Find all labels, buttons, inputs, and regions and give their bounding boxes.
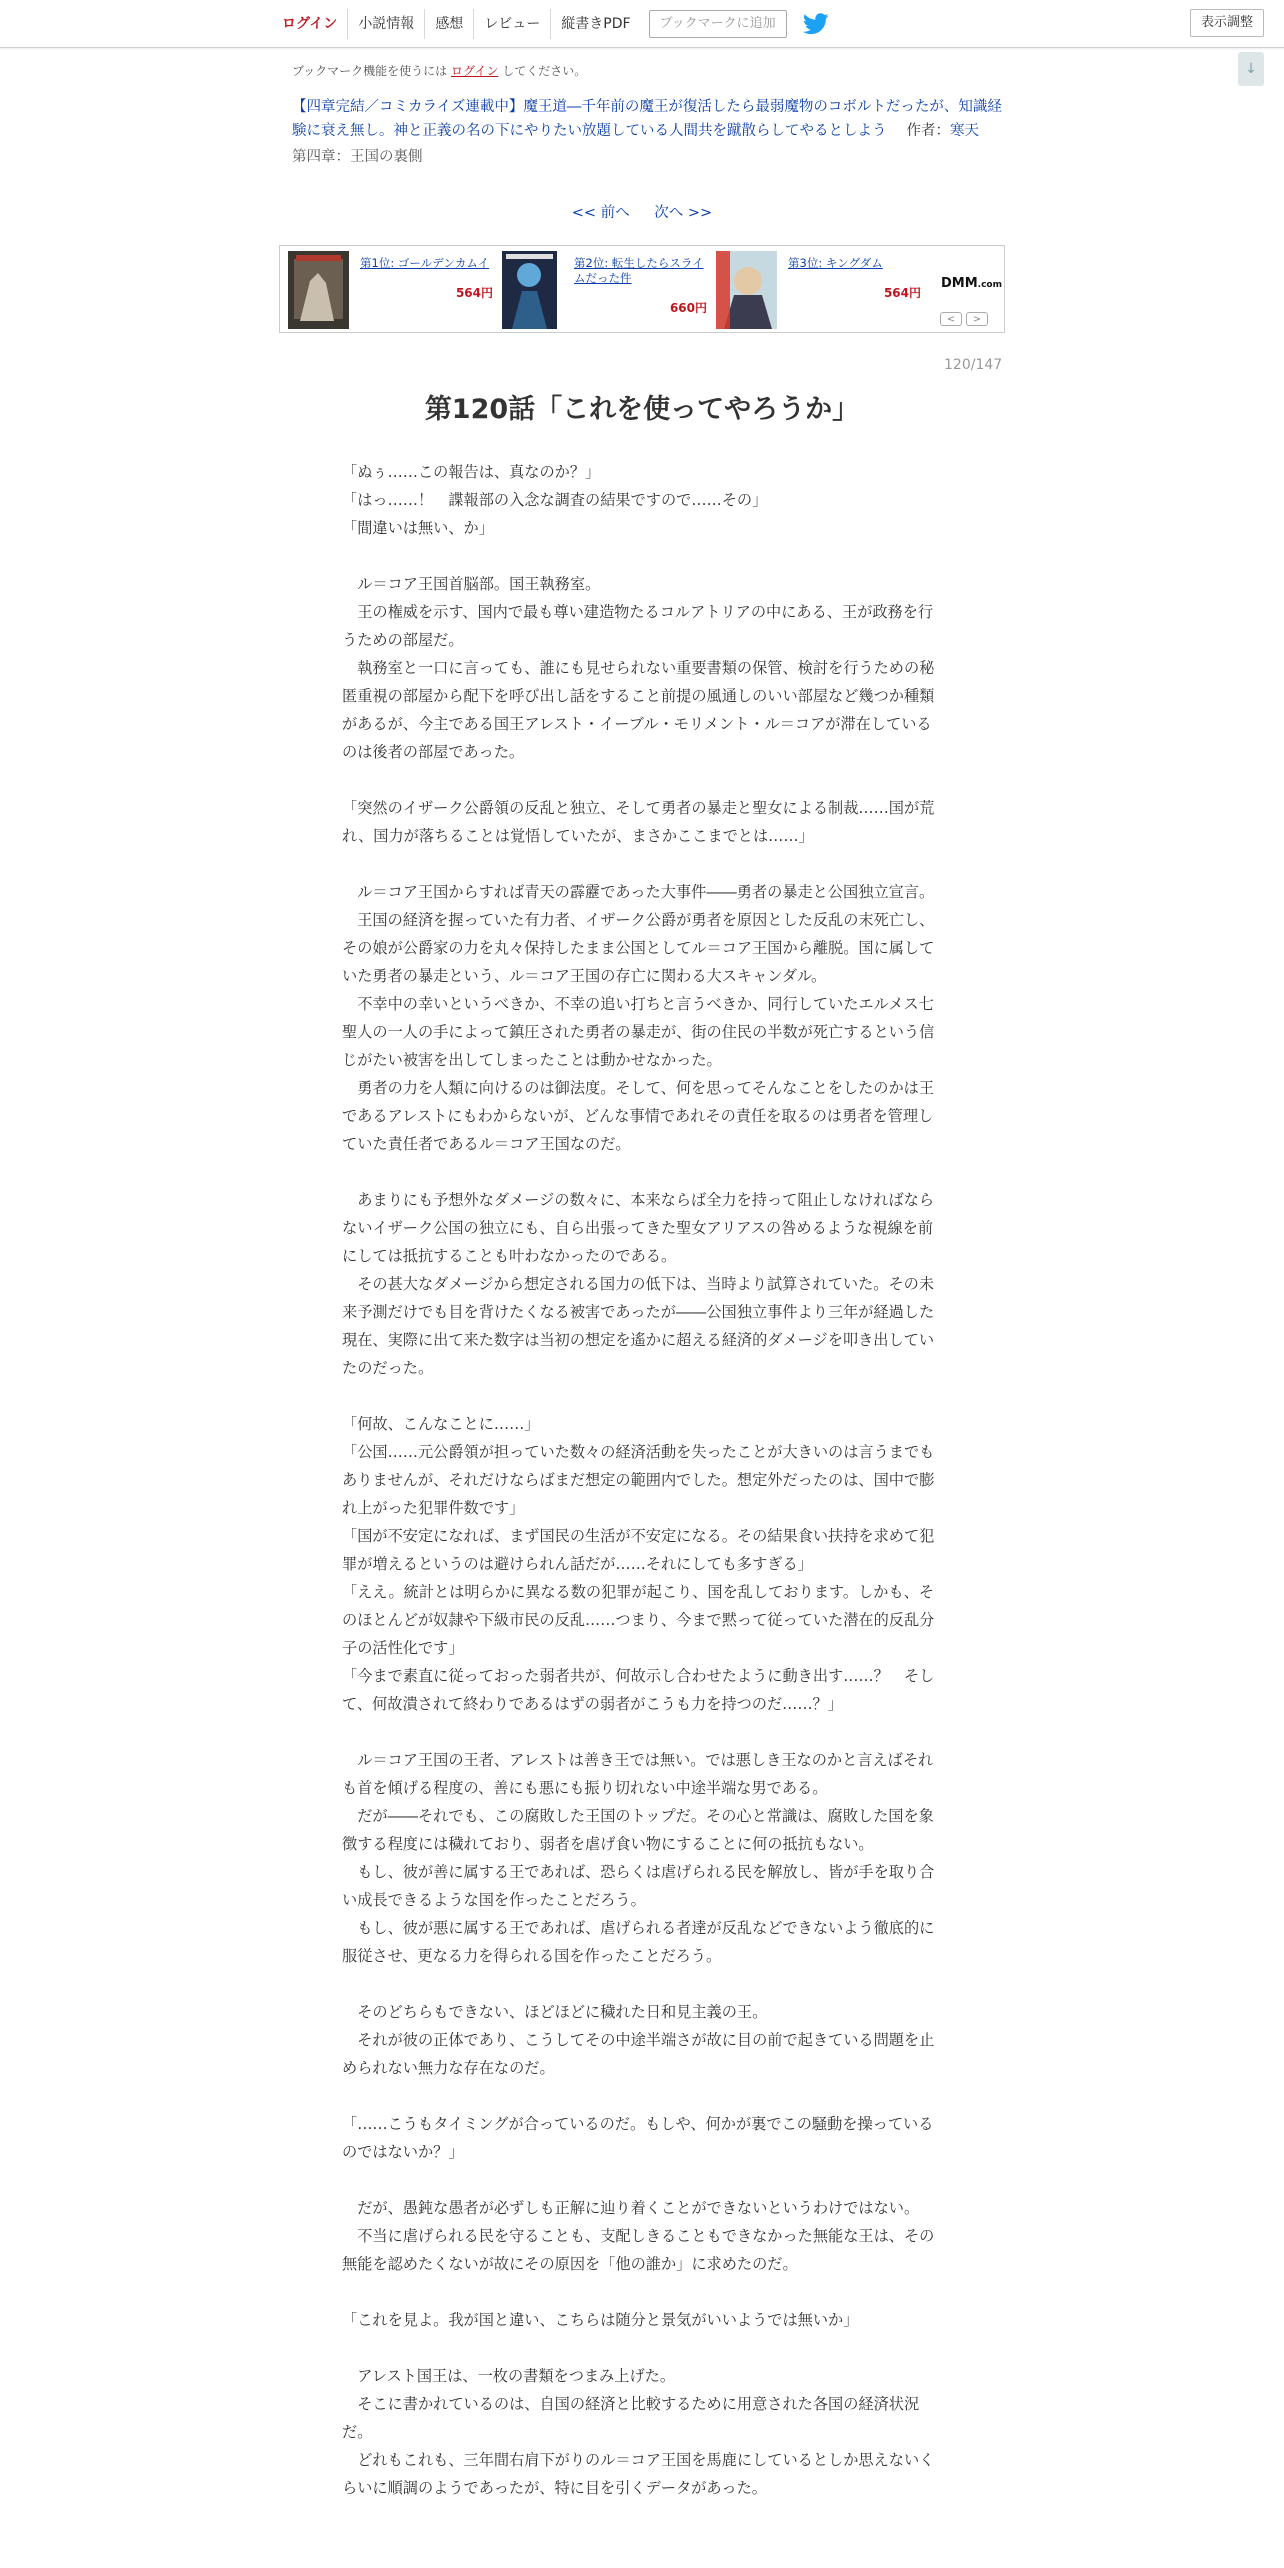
ranking-item[interactable]	[502, 251, 712, 329]
chapter-label: 第四章：王国の裏側	[292, 149, 423, 165]
author-link[interactable]: 寒天	[950, 123, 979, 139]
body-paragraph: 執務室と一口に言っても、誰にも見せられない重要書類の保管、検討を行うための秘匿重視の部屋から配下を呼び出し話をすること前提の風通しのいい部屋など幾つか種類があるが、今主である国王アレスト・イーブル・モリメント・ル＝コアが滞在しているのは後者の部屋であった。	[342, 659, 935, 761]
book-cover-image[interactable]	[288, 251, 349, 329]
display-settings-button[interactable]: 表示調整	[1190, 9, 1264, 37]
review-link[interactable]: レビュー	[473, 9, 550, 39]
notice-login-link[interactable]: ログイン	[450, 64, 499, 78]
body-paragraph: 「これを見よ。我が国と違い、こちらは随分と景気がいいようでは無いか」	[342, 2311, 859, 2329]
body-paragraph	[342, 1718, 942, 1746]
twitter-bird-icon[interactable]	[803, 13, 829, 35]
novel-info-link[interactable]: 小説情報	[347, 9, 424, 39]
scroll-down-button[interactable]: ↓	[1238, 52, 1264, 86]
body-paragraph: あまりにも予想外なダメージの数々に、本来ならば全力を持って阻止しなければならないイザーク公国の独立にも、自ら出張ってきた聖女アリアスの咎めるような視線を前にしては抵抗することも叶わなかったのである。	[342, 1191, 935, 1265]
body-paragraph: アレスト国王は、一枚の書類をつまみ上げた。	[342, 2367, 676, 2385]
body-paragraph: 「何故、こんなことに……」	[342, 1415, 540, 1433]
body-paragraph: 「公国……元公爵領が担っていた数々の経済活動を失ったことが大きいのは言うまでもありませんが、それだけならばまだ想定の範囲内でした。想定外だったのは、国中で膨れ上がった犯罪件数です」	[342, 1443, 935, 1517]
episode-counter: 120/147	[944, 357, 1003, 373]
body-paragraph	[342, 1382, 942, 1410]
next-episode-link[interactable]: 次へ >>	[654, 205, 713, 221]
series-title-link[interactable]: 【四章完結／コミカライズ連載中】魔王道―千年前の魔王が復活したら最弱魔物のコボルトだったが、知識経験に衰え無し。神と正義の名の下にやりたい放題している人間共を蹴散らしてやるとしよう	[292, 99, 1002, 139]
ranking-next-button[interactable]: >	[966, 312, 988, 326]
body-paragraph: どれもこれも、三年間右肩下がりのル＝コア王国を馬鹿にしているとしか思えないくらいに順調のようであったが、特に目を引くデータがあった。	[342, 2451, 935, 2497]
ranking-price: 660円	[669, 301, 707, 315]
body-paragraph	[342, 2278, 942, 2306]
series-title-block	[292, 95, 1002, 143]
body-paragraph: 「国が不安定になれば、まず国民の生活が不安定になる。その結果食い扶持を求めて犯罪が増えるというのは避けられん話だが……それにしても多すぎる」	[342, 1527, 935, 1573]
body-paragraph: 不幸中の幸いというべきか、不幸の追い打ちと言うべきか、同行していたエルメス七聖人の一人の手によって鎮圧された勇者の暴走が、街の住民の半数が死亡するという信じがたい被害を出してしまったことは動かせなかった。	[342, 995, 935, 1069]
body-paragraph: ル＝コア王国の王者、アレストは善き王では無い。では悪しき王なのかと言えばそれも首を傾げる程度の、善にも悪にも振り切れない中途半端な男である。	[342, 1751, 934, 1797]
body-paragraph: ル＝コア王国からすれば青天の霹靂であった大事件――勇者の暴走と公国独立宣言。	[342, 883, 935, 901]
episode-title: 第120話「これを使ってやろうか」	[424, 394, 860, 425]
body-paragraph	[342, 542, 942, 570]
ranking-title-link[interactable]: 第1位: ゴールデンカムイ	[360, 256, 490, 270]
ranking-prev-button[interactable]: <	[940, 312, 962, 326]
body-paragraph: もし、彼が悪に属する王であれば、虐げられる者達が反乱などできないよう徹底的に服従させ、更なる力を得られる国を作ったことだろう。	[342, 1919, 935, 1965]
body-paragraph: 勇者の力を人類に向けるのは御法度。そして、何を思ってそんなことをしたのかは王であるアレストにもわからないが、どんな事情であれその責任を取るのは勇者を管理していた責任者であるル＝コア王国なのだ。	[342, 1079, 935, 1153]
body-paragraph: そこに書かれているのは、自国の経済と比較するために用意された各国の経済状況だ。	[342, 2395, 920, 2441]
body-paragraph: 「ぬぅ……この報告は、真なのか？」	[342, 463, 601, 481]
body-paragraph	[342, 850, 942, 878]
notice-text-before: ブックマーク機能を使うには	[292, 64, 451, 78]
body-paragraph	[342, 2082, 942, 2110]
body-paragraph: だが――それでも、この腐敗した王国のトップだ。その心と常識は、腐敗した国を象徴する程度には穢れており、弱者を虐げ食い物にすることに何の抵抗もない。	[342, 1807, 934, 1853]
book-cover-image[interactable]	[502, 251, 557, 329]
body-paragraph: 王の権威を示す、国内で最も尊い建造物たるコルアトリアの中にある、王が政務を行うための部屋だ。	[342, 603, 934, 649]
body-paragraph: 「今まで素直に従っておった弱者共が、何故示し合わせたように動き出す……？ そして、何故潰されて終わりであるはずの弱者がこうも力を持つのだ……？」	[342, 1667, 935, 1713]
body-paragraph: 不当に虐げられる民を守ることも、支配しきることもできなかった無能な王は、その無能を認めたくないが故にその原因を「他の誰か」に求めたのだ。	[342, 2227, 935, 2273]
ranking-price: 564円	[455, 286, 493, 300]
ranking-title-link[interactable]: 第3位: キングダム	[788, 256, 883, 270]
ranking-item[interactable]	[716, 251, 931, 329]
prev-episode-link[interactable]: << 前へ	[571, 205, 630, 221]
vertical-pdf-link[interactable]: 縦書きPDF	[550, 9, 640, 39]
body-paragraph	[342, 766, 942, 794]
body-paragraph: 「間違いは無い、か」	[342, 519, 494, 537]
body-paragraph	[342, 1970, 942, 1998]
body-paragraph: 「突然のイザーク公爵領の反乱と独立、そして勇者の暴走と聖女による制裁……国が荒れ、国力が落ちることは覚悟していたが、まさかここまでとは……」	[342, 799, 935, 845]
body-paragraph: もし、彼が善に属する王であれば、恐らくは虐げられる民を解放し、皆が手を取り合い成長できるような国を作ったことだろう。	[342, 1863, 935, 1909]
body-paragraph: だが、愚鈍な愚者が必ずしも正解に辿り着くことができないというわけではない。	[342, 2199, 920, 2217]
notice-text-after: してください。	[498, 64, 587, 78]
add-bookmark-button[interactable]: ブックマークに追加	[649, 10, 787, 38]
body-paragraph: ル＝コア王国首脳部。国王執務室。	[342, 575, 601, 593]
bookmark-login-notice	[292, 62, 586, 79]
top-navigation-bar	[0, 0, 1284, 48]
ranking-title-link[interactable]: 第2位: 転生したらスライムだった件	[574, 256, 704, 285]
body-paragraph: 「ええ。統計とは明らかに異なる数の犯罪が起こり、国を乱しております。しかも、そのほとんどが奴隷や下級市民の反乱……つまり、今まで黙って従っていた潜在的反乱分子の活性化です」	[342, 1583, 935, 1657]
episode-pager	[0, 201, 1284, 222]
body-paragraph: 王国の経済を握っていた有力者、イザーク公爵が勇者を原因とした反乱の末死亡し、その娘が公爵家の力を丸々保持したまま公国としてル＝コア王国から離脱。国に属していた勇者の暴走という、ル＝コア王国の存亡に関わる大スキャンダル。	[342, 911, 935, 985]
author-label: 作者：	[906, 123, 950, 139]
body-paragraph	[342, 2166, 942, 2194]
ranking-price: 564円	[883, 286, 921, 300]
body-paragraph: 「はっ……！ 諜報部の入念な調査の結果ですので……その」	[342, 491, 768, 509]
body-paragraph: 「……こうもタイミングが合っているのだ。もしや、何かが裏でこの騒動を操っているのではないか？」	[342, 2115, 934, 2161]
body-paragraph: そのどちらもできない、ほどほどに穢れた日和見主義の王。	[342, 2003, 768, 2021]
impression-link[interactable]: 感想	[424, 9, 473, 39]
ranking-ad-panel	[279, 245, 1005, 333]
body-paragraph: それが彼の正体であり、こうしてその中途半端さが故に目の前で起きている問題を止められない無力な存在なのだ。	[342, 2031, 935, 2077]
body-paragraph	[342, 1158, 942, 1186]
book-cover-image[interactable]	[716, 251, 777, 329]
dmm-logo-sub: .com	[977, 280, 1002, 290]
dmm-logo[interactable]	[941, 276, 1002, 291]
body-paragraph	[342, 2334, 942, 2362]
dmm-logo-main: DMM	[941, 276, 978, 291]
ranking-arrows	[940, 312, 988, 326]
body-paragraph: その甚大なダメージから想定される国力の低下は、当時より試算されていた。その未来予測だけでも目を背けたくなる被害であったが――公国独立事件より三年が経過した現在、実際に出て来た数字は当初の想定を遙かに超える経済的ダメージを叩き出していたのだった。	[342, 1275, 935, 1377]
nav-menu	[272, 9, 829, 39]
ranking-item[interactable]	[288, 251, 498, 329]
novel-body	[342, 458, 942, 2502]
login-link[interactable]: ログイン	[282, 16, 338, 32]
